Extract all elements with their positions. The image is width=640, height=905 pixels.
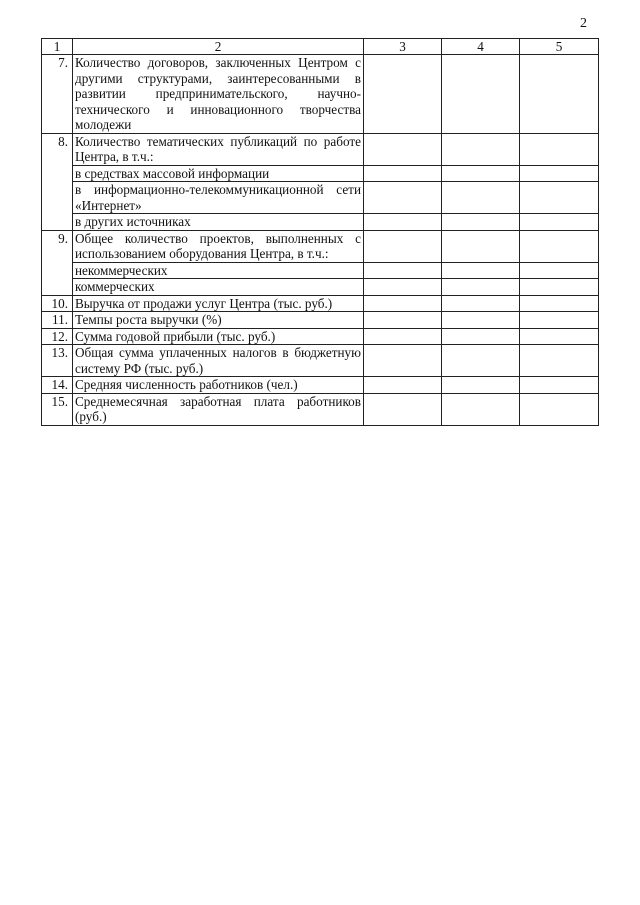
column-header: 1: [42, 39, 73, 55]
column-header: 2: [73, 39, 364, 55]
table-row: [42, 393, 599, 425]
value-cell: [442, 55, 520, 134]
table-subrow: [42, 214, 599, 231]
row-label: Темпы роста выручки (%): [73, 312, 364, 329]
value-cell: [442, 133, 520, 165]
row-number: 9.: [42, 230, 73, 295]
value-cell: [520, 55, 599, 134]
table-body: [42, 55, 599, 426]
row-number: 12.: [42, 328, 73, 345]
table-row: [42, 55, 599, 134]
value-cell: [520, 133, 599, 165]
row-label: Выручка от продажи услуг Центра (тыс. руб.): [73, 295, 364, 312]
value-cell: [520, 165, 599, 182]
table-row: [42, 345, 599, 377]
value-cell: [442, 295, 520, 312]
column-header: 3: [364, 39, 442, 55]
row-number: 10.: [42, 295, 73, 312]
value-cell: [364, 312, 442, 329]
value-cell: [520, 345, 599, 377]
value-cell: [364, 328, 442, 345]
value-cell: [442, 262, 520, 279]
value-cell: [364, 279, 442, 296]
value-cell: [520, 377, 599, 394]
value-cell: [520, 312, 599, 329]
value-cell: [364, 345, 442, 377]
subrow-label: в средствах массовой информации: [73, 165, 364, 182]
value-cell: [520, 295, 599, 312]
value-cell: [442, 165, 520, 182]
row-number: 15.: [42, 393, 73, 425]
table-subrow: [42, 182, 599, 214]
table-row: [42, 230, 599, 262]
value-cell: [364, 295, 442, 312]
value-cell: [364, 165, 442, 182]
row-label: Количество договоров, заключенных Центром с другими структурами, заинтересованными в развитии предпринимательского, научно-технического и инновационного творчества молодежи: [73, 55, 364, 134]
table-row: [42, 328, 599, 345]
row-label: Общая сумма уплаченных налогов в бюджетную систему РФ (тыс. руб.): [73, 345, 364, 377]
column-header: 4: [442, 39, 520, 55]
value-cell: [364, 393, 442, 425]
table-row: [42, 377, 599, 394]
value-cell: [364, 182, 442, 214]
row-number: 14.: [42, 377, 73, 394]
subrow-label: коммерческих: [73, 279, 364, 296]
row-label: Общее количество проектов, выполненных с использованием оборудования Центра, в т.ч.:: [73, 230, 364, 262]
subrow-label: в других источниках: [73, 214, 364, 231]
value-cell: [520, 328, 599, 345]
row-number: 13.: [42, 345, 73, 377]
value-cell: [442, 345, 520, 377]
value-cell: [520, 393, 599, 425]
table-row: [42, 133, 599, 165]
page-number: 2: [580, 16, 587, 31]
value-cell: [442, 312, 520, 329]
row-number: 11.: [42, 312, 73, 329]
value-cell: [520, 182, 599, 214]
value-cell: [442, 377, 520, 394]
table-subrow: [42, 165, 599, 182]
row-label: Сумма годовой прибыли (тыс. руб.): [73, 328, 364, 345]
value-cell: [442, 182, 520, 214]
table-subrow: [42, 279, 599, 296]
subrow-label: в информационно-телекоммуникационной сети «Интернет»: [73, 182, 364, 214]
table-row: [42, 295, 599, 312]
row-label: Средняя численность работников (чел.): [73, 377, 364, 394]
indicators-table: [41, 38, 599, 426]
row-label: Количество тематических публикаций по работе Центра, в т.ч.:: [73, 133, 364, 165]
value-cell: [364, 214, 442, 231]
value-cell: [364, 377, 442, 394]
header-row: [42, 39, 599, 55]
value-cell: [364, 230, 442, 262]
row-number: 8.: [42, 133, 73, 230]
subrow-label: некоммерческих: [73, 262, 364, 279]
value-cell: [442, 328, 520, 345]
row-label: Среднемесячная заработная плата работников (руб.): [73, 393, 364, 425]
row-number: 7.: [42, 55, 73, 134]
value-cell: [442, 393, 520, 425]
value-cell: [364, 262, 442, 279]
value-cell: [520, 279, 599, 296]
table-subrow: [42, 262, 599, 279]
value-cell: [520, 214, 599, 231]
value-cell: [442, 279, 520, 296]
value-cell: [442, 230, 520, 262]
table-row: [42, 312, 599, 329]
value-cell: [442, 214, 520, 231]
value-cell: [364, 133, 442, 165]
value-cell: [520, 230, 599, 262]
value-cell: [364, 55, 442, 134]
column-header: 5: [520, 39, 599, 55]
value-cell: [520, 262, 599, 279]
